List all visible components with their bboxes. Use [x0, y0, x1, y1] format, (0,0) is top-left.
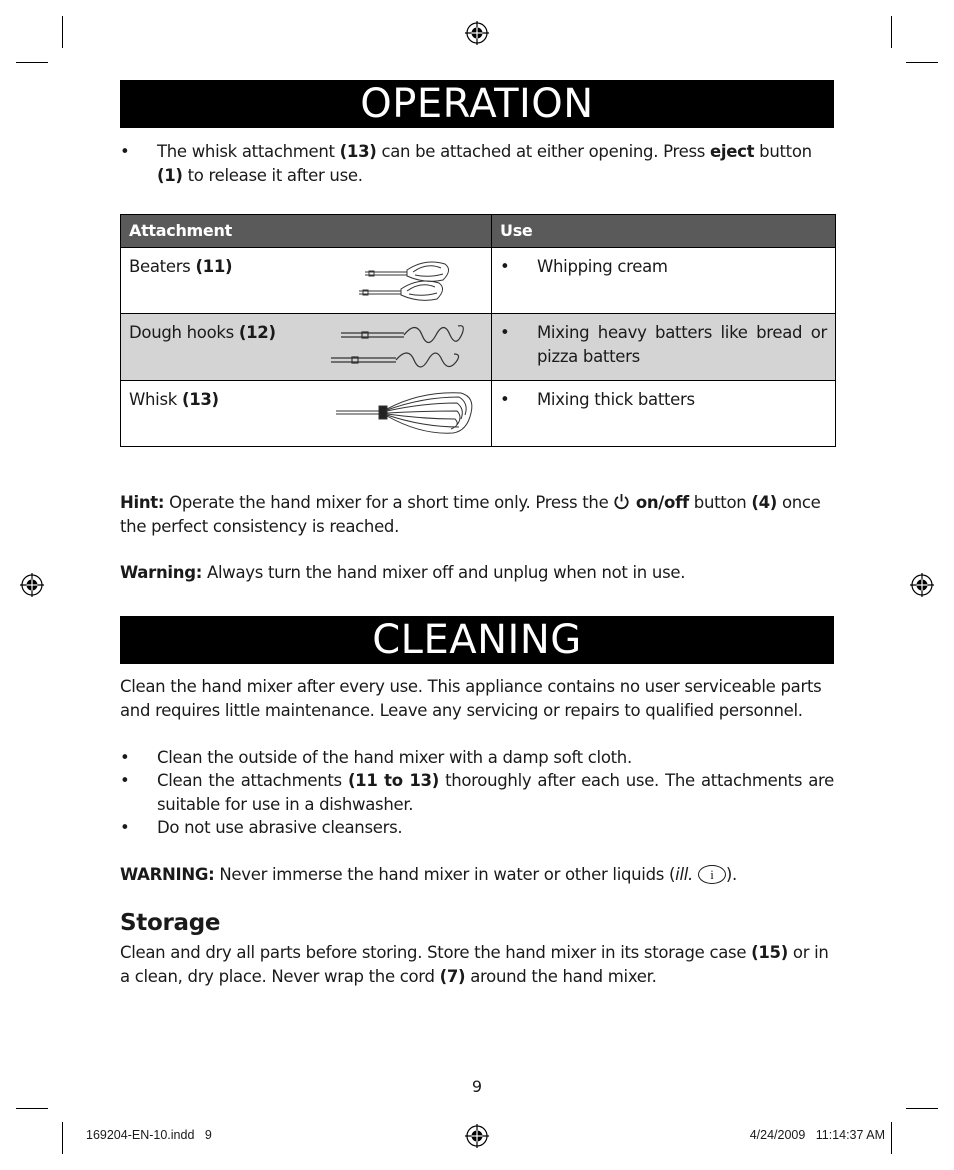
text: The whisk attachment	[157, 142, 340, 161]
text: Always turn the hand mixer off and unplug when not in use.	[202, 563, 686, 582]
part-ref: (7)	[439, 966, 466, 986]
registration-mark-icon	[910, 573, 934, 597]
attachment-cell	[121, 381, 492, 447]
bullet-text: Clean the outside of the hand mixer with a damp soft cloth.	[157, 748, 632, 767]
crop-mark	[906, 62, 938, 63]
power-icon	[613, 493, 630, 510]
whisk-icon	[331, 389, 479, 441]
warning-label: Warning:	[120, 563, 203, 582]
bullet-dot: •	[120, 748, 130, 767]
part-ref: (12)	[238, 323, 276, 342]
slug-file: 169204-EN-10.indd 9	[86, 1128, 212, 1142]
use-text: Whipping cream	[537, 257, 668, 276]
illustration-ref-icon: i	[698, 865, 726, 884]
registration-mark-icon	[465, 21, 489, 45]
bullet-dot: •	[120, 818, 130, 837]
part-ref: (15)	[751, 943, 788, 962]
crop-mark	[891, 16, 892, 48]
text: Operate the hand mixer for a short time only. Press the	[164, 493, 614, 512]
attachment-table	[120, 214, 836, 447]
attachment-name: Dough hooks	[129, 323, 239, 342]
part-ref: (11 to 13)	[347, 771, 439, 790]
use-cell	[492, 381, 836, 447]
ill-abbrev: ill.	[675, 865, 693, 884]
crop-mark	[16, 62, 48, 63]
part-ref: (13)	[181, 390, 219, 409]
beaters-icon	[355, 258, 455, 306]
table-row	[121, 248, 836, 314]
bullet-dot: •	[120, 771, 130, 790]
dough-hooks-icon	[326, 320, 471, 376]
warning-label: WARNING:	[120, 865, 215, 884]
cleaning-title: CLEANING	[120, 616, 834, 664]
part-ref: (13)	[339, 142, 377, 161]
use-text: Mixing heavy batters like bread or pizza batters	[537, 323, 827, 366]
attachment-cell	[121, 248, 492, 314]
use-cell	[492, 314, 836, 381]
text: Clean and dry all parts before storing. Store the hand mixer in its storage case	[120, 943, 752, 962]
attachment-cell	[121, 314, 492, 381]
bullet-dot: •	[120, 142, 130, 161]
text: button	[754, 142, 812, 161]
text: button	[688, 493, 752, 512]
hint-paragraph	[120, 491, 834, 538]
text: once the perfect consistency is reached.	[120, 493, 821, 536]
attachment-name: Whisk	[129, 390, 182, 409]
immerse-warning	[120, 863, 834, 887]
registration-mark-icon	[465, 1124, 489, 1148]
part-ref: (4)	[751, 493, 778, 512]
warning-paragraph	[120, 561, 834, 585]
on-off-word: on/off	[630, 493, 689, 512]
bullet-text: Do not use abrasive cleansers.	[157, 818, 403, 837]
registration-mark-icon	[20, 573, 44, 597]
use-text: Mixing thick batters	[537, 390, 695, 409]
table-header-row	[121, 215, 836, 248]
column-header-use: Use	[492, 215, 836, 248]
storage-heading: Storage	[120, 910, 221, 936]
text: thoroughly after each use. The attachments are suitable for use in a dishwasher.	[157, 771, 835, 814]
text: or in a clean, dry place. Never wrap the cord	[120, 943, 829, 986]
page-number: 9	[471, 1077, 483, 1096]
crop-mark	[891, 1122, 892, 1154]
use-cell	[492, 248, 836, 314]
eject-word: eject	[709, 142, 755, 161]
crop-mark	[906, 1108, 938, 1109]
crop-mark	[16, 1108, 48, 1109]
attachment-name: Beaters	[129, 257, 196, 276]
storage-paragraph	[120, 941, 834, 988]
text: ).	[725, 865, 738, 884]
text: can be attached at either opening. Press	[376, 142, 710, 161]
text: around the hand mixer.	[465, 966, 657, 986]
table-row	[121, 314, 836, 381]
operation-title: OPERATION	[120, 80, 834, 128]
part-ref: (11)	[195, 257, 233, 276]
hint-label: Hint:	[120, 493, 165, 512]
slug-timestamp: 4/24/2009 11:14:37 AM	[749, 1128, 885, 1142]
text: Never immerse the hand mixer in water or other liquids (	[214, 865, 676, 884]
text: Clean the attachments	[157, 771, 348, 790]
bullet-dot: •	[500, 323, 510, 342]
column-header-attachment: Attachment	[121, 215, 492, 248]
part-ref: (1)	[157, 165, 183, 185]
bullet-dot: •	[500, 257, 510, 276]
table-row	[121, 381, 836, 447]
crop-mark	[62, 1122, 63, 1154]
crop-mark	[62, 16, 63, 48]
cleaning-intro: Clean the hand mixer after every use. This appliance contains no user serviceable parts and requires little maintenance. Leave any servicing or repairs to qualified personnel.	[120, 677, 822, 720]
bullet-dot: •	[500, 390, 510, 409]
text: to release it after use.	[182, 165, 363, 185]
